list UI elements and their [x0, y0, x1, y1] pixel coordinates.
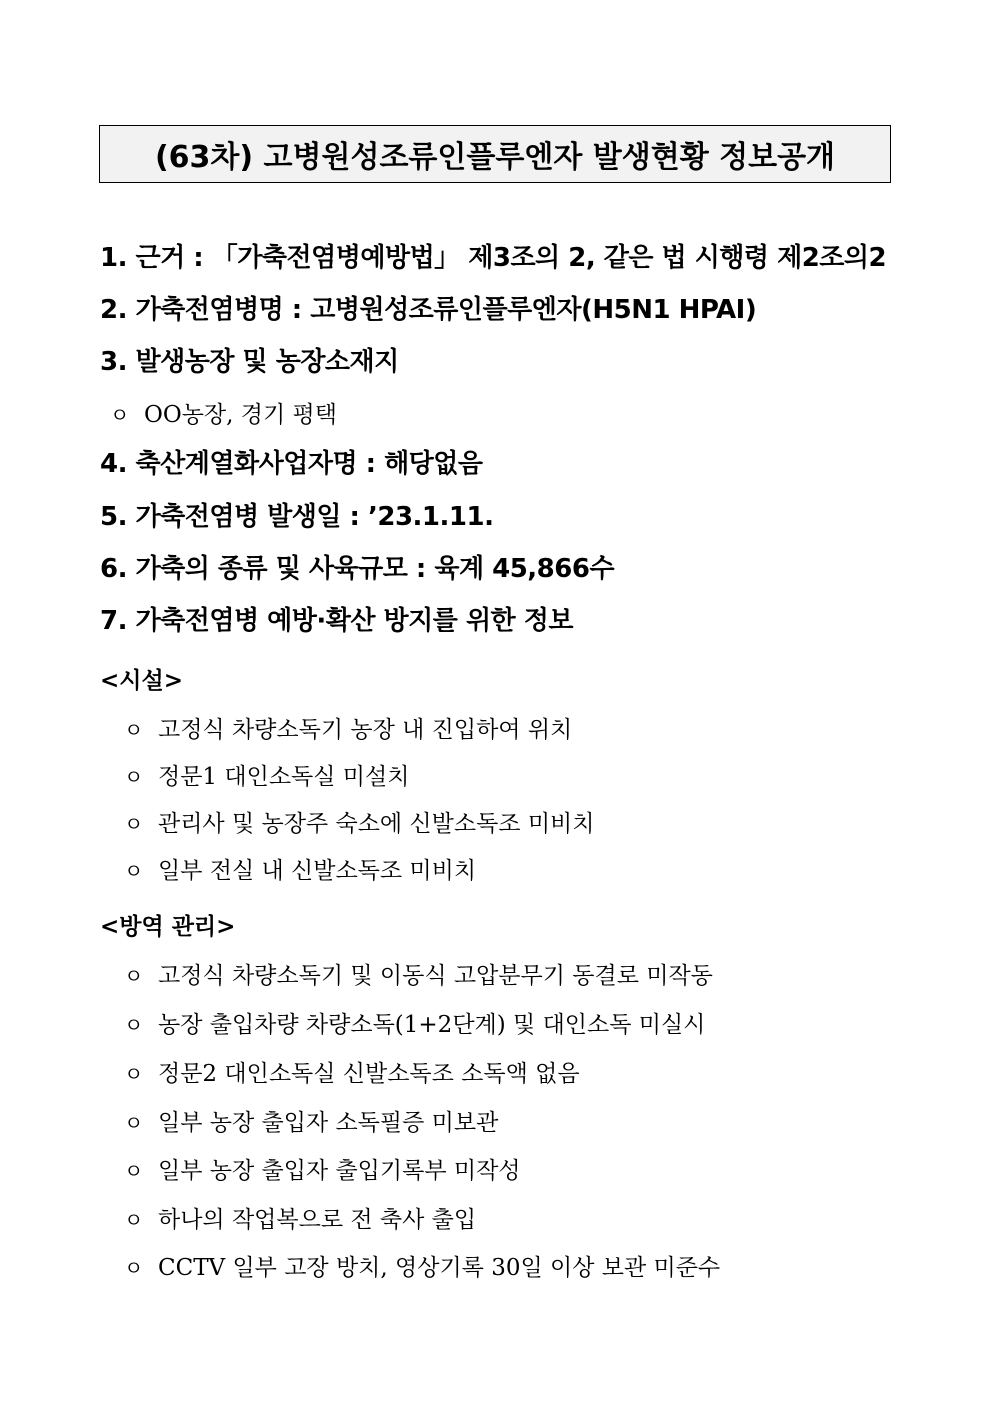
facility-bullet-text: 정문1 대인소독실 미설치: [158, 764, 410, 790]
bullet-symbol: ㅇ: [124, 1013, 144, 1037]
farm-location-row: [110, 396, 337, 429]
quarantine-bullet-text: 일부 농장 출입자 소독필증 미보관: [158, 1110, 499, 1136]
quarantine-bullet: [124, 1055, 580, 1088]
quarantine-bullet: [124, 957, 713, 990]
bullet-symbol: ㅇ: [124, 1062, 144, 1086]
quarantine-bullet: [124, 1104, 498, 1137]
item-outbreak-date: 5. 가축전염병 발생일 : ’23.1.11.: [100, 502, 494, 532]
bullet-symbol: ㅇ: [124, 1256, 144, 1280]
bullet-symbol: ㅇ: [124, 964, 144, 988]
bullet-symbol: ㅇ: [124, 765, 144, 789]
bullet-symbol: ㅇ: [124, 859, 144, 883]
bullet-symbol: ㅇ: [124, 1159, 144, 1183]
title-box: [99, 125, 891, 183]
facility-bullet-text: 고정식 차량소독기 농장 내 진입하여 위치: [158, 717, 573, 743]
quarantine-bullet-text: 농장 출입차량 차량소독(1+2단계) 및 대인소독 미실시: [158, 1012, 706, 1038]
facility-bullet: [124, 758, 409, 791]
bullet-symbol: ㅇ: [110, 403, 130, 427]
quarantine-bullet-text: 하나의 작업복으로 전 축사 출입: [158, 1207, 477, 1233]
quarantine-bullet: [124, 1152, 521, 1185]
quarantine-bullet: [124, 1201, 476, 1234]
bullet-symbol: ㅇ: [124, 812, 144, 836]
item-disease-name: 2. 가축전염병명 : 고병원성조류인플루엔자(H5N1 HPAI): [100, 295, 757, 325]
bullet-symbol: ㅇ: [124, 1111, 144, 1135]
facility-bullet-text: 관리사 및 농장주 숙소에 신발소독조 미비치: [158, 811, 595, 837]
quarantine-bullet-text: CCTV 일부 고장 방치, 영상기록 30일 이상 보관 미준수: [158, 1255, 721, 1281]
item-prevention-info: 7. 가축전염병 예방·확산 방지를 위한 정보: [100, 606, 573, 636]
item-livestock-scale: 6. 가축의 종류 및 사육규모 : 육계 45,866수: [100, 554, 615, 584]
item-farm-location-heading: 3. 발생농장 및 농장소재지: [100, 347, 399, 377]
quarantine-label: <방역 관리>: [100, 913, 236, 940]
item-basis: 1. 근거 : 「가축전염병예방법」 제3조의 2, 같은 법 시행령 제2조의2: [100, 243, 887, 273]
quarantine-bullet-text: 일부 농장 출입자 출입기록부 미작성: [158, 1158, 521, 1184]
facility-bullet: [124, 852, 476, 885]
item-integrator: 4. 축산계열화사업자명 : 해당없음: [100, 449, 483, 479]
bullet-symbol: ㅇ: [124, 1208, 144, 1232]
farm-location-text: OO농장, 경기 평택: [144, 402, 337, 428]
quarantine-bullet-text: 정문2 대인소독실 신발소독조 소독액 없음: [158, 1061, 580, 1087]
quarantine-bullet: [124, 1006, 705, 1039]
facility-bullet: [124, 711, 572, 744]
facility-bullet-text: 일부 전실 내 신발소독조 미비치: [158, 858, 477, 884]
facility-bullet: [124, 805, 594, 838]
document-title: (63차) 고병원성조류인플루엔자 발생현황 정보공개: [154, 140, 836, 175]
bullet-symbol: ㅇ: [124, 718, 144, 742]
facility-label: <시설>: [100, 667, 183, 694]
quarantine-bullet: [124, 1249, 720, 1282]
quarantine-bullet-text: 고정식 차량소독기 및 이동식 고압분무기 동결로 미작동: [158, 963, 713, 989]
